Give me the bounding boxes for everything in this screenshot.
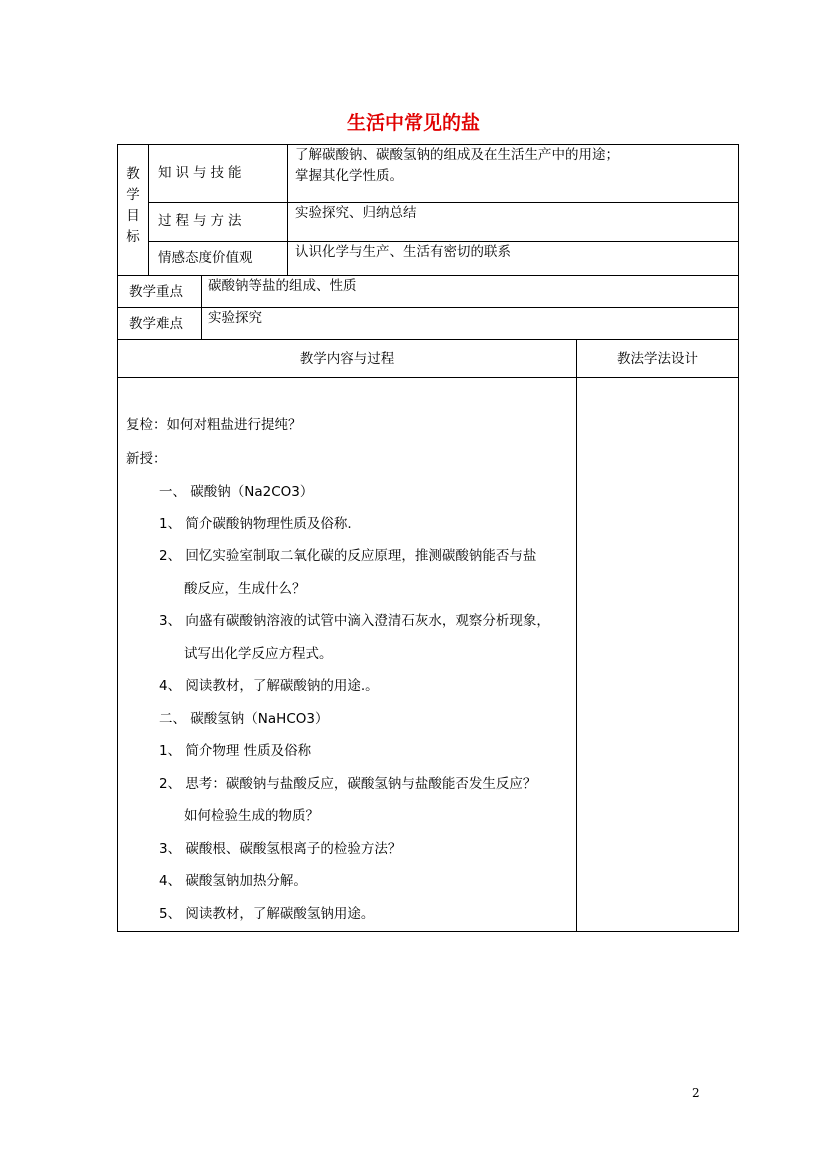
difficult-point-value-cell (201, 307, 739, 340)
objective-value-attitude: 认识化学与生产、生活有密切的联系 (295, 244, 511, 260)
difficult-point-value: 实验探究 (208, 310, 262, 326)
objective-label-knowledge: 知识与技能 (158, 165, 246, 181)
content-line: 如何检验生成的物质？ (184, 808, 319, 824)
objective-label-attitude: 情感态度价值观 (158, 250, 253, 266)
content-line: 新授： (126, 451, 167, 467)
objective-value-knowledge-line-2: 掌握其化学性质。 (295, 168, 403, 184)
content-line: 酸反应，生成什么？ (184, 581, 306, 597)
objective-label-process: 过程与方法 (158, 213, 246, 229)
content-line: 3、 向盛有碳酸钠溶液的试管中滴入澄清石灰水，观察分析现象， (159, 613, 550, 629)
content-line: 2、 回忆实验室制取二氧化碳的反应原理，推测碳酸钠能否与盐 (159, 548, 537, 564)
page-title: 生活中常见的盐 (346, 112, 480, 134)
content-line: 复检：如何对粗盐进行提纯？ (126, 417, 302, 433)
content-line: 3、 碳酸根、碳酸氢根离子的检验方法？ (159, 841, 402, 857)
content-line: 4、 碳酸氢钠加热分解。 (159, 873, 307, 889)
content-line: 二、 碳酸氢钠（NaHCO3） (159, 711, 329, 727)
content-line: 4、 阅读教材，了解碳酸钠的用途.。 (159, 678, 379, 694)
page-number: 2 (692, 1086, 700, 1100)
content-line: 1、 简介物理 性质及俗称 (159, 743, 312, 759)
content-line: 1、 简介碳酸钠物理性质及俗称. (159, 516, 352, 532)
key-point-label: 教学重点 (129, 284, 183, 300)
key-point-value: 碳酸钠等盐的组成、性质 (208, 278, 357, 294)
content-line: 5、 阅读教材，了解碳酸氢钠用途。 (159, 906, 375, 922)
objective-value-process: 实验探究、归纳总结 (295, 205, 417, 221)
content-line: 试写出化学反应方程式。 (184, 646, 333, 662)
difficult-point-label: 教学难点 (129, 316, 183, 332)
methods-body-cell (576, 377, 739, 932)
content-line: 一、 碳酸钠（Na2CO3） (159, 484, 314, 500)
objective-value-knowledge-line-1: 了解碳酸钠、碳酸氢钠的组成及在生活生产中的用途； (295, 147, 619, 163)
content-line: 2、 思考：碳酸钠与盐酸反应，碳酸氢钠与盐酸能否发生反应？ (159, 776, 537, 792)
content-header: 教学内容与过程 (299, 351, 395, 367)
objectives-group-label: 教 学 目 标 (126, 166, 140, 245)
methods-header: 教法学法设计 (617, 351, 698, 367)
